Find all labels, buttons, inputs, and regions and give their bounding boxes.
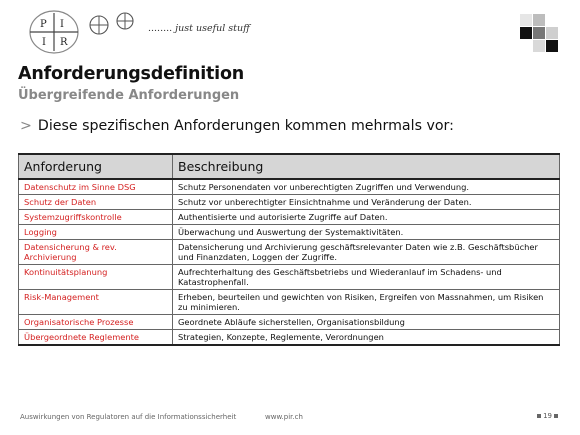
requirements-table (18, 153, 560, 346)
bullet-text: Diese spezifischen Anforderungen kommen mehrmals vor: (37, 118, 454, 134)
square-bullet-icon (554, 414, 558, 418)
table-row (19, 225, 560, 240)
description-cell: Aufrechterhaltung des Geschäftsbetriebs und Wiederanlauf im Schadens- und Katastrophenfall. (173, 265, 560, 290)
table-row (19, 290, 560, 315)
slide-title: Anforderungsdefinition (18, 64, 245, 84)
table-row (19, 195, 560, 210)
table-row (19, 210, 560, 225)
description-cell: Strategien, Konzepte, Reglemente, Verordnungen (173, 330, 560, 346)
description-cell: Erheben, beurteilen und gewichten von Risiken, Ergreifen von Massnahmen, um Risiken zu minimieren. (173, 290, 560, 315)
description-cell: Datensicherung und Archivierung geschäftsrelevanter Daten wie z.B. Geschäftsbücher und Finanzdaten, Loggen der Zugriffe. (173, 240, 560, 265)
requirement-cell: Schutz der Daten (19, 195, 173, 210)
requirement-cell: Organisatorische Prozesse (19, 315, 173, 330)
description-cell: Geordnete Abläufe sicherstellen, Organisationsbildung (173, 315, 560, 330)
table-row (19, 265, 560, 290)
page-number-text: 19 (543, 412, 552, 420)
logo-letter-p: P (40, 19, 47, 30)
requirement-cell: Logging (19, 225, 173, 240)
description-cell: Schutz vor unberechtigter Einsichtnahme und Veränderung der Daten. (173, 195, 560, 210)
header-description: Beschreibung (173, 154, 560, 179)
requirement-cell: Datensicherung & rev. Archivierung (19, 240, 173, 265)
logo-letter-i1: I (60, 19, 64, 30)
logo-letter-i2: I (42, 37, 46, 48)
requirement-cell: Risk-Management (19, 290, 173, 315)
table-header-row (19, 154, 560, 179)
corner-squares-decoration (520, 14, 560, 54)
header-requirement: Anforderung (19, 154, 173, 179)
table-row (19, 315, 560, 330)
tagline: ........ just useful stuff (148, 23, 250, 34)
description-cell: Überwachung und Auswertung der Systemaktivitäten. (173, 225, 560, 240)
bullet-arrow-icon: > (20, 118, 32, 134)
table-row (19, 330, 560, 346)
square-bullet-icon (537, 414, 541, 418)
logo-letter-r: R (60, 37, 68, 48)
requirement-cell: Datenschutz im Sinne DSG (19, 179, 173, 195)
bullet-line (20, 118, 454, 134)
description-cell: Authentisierte und autorisierte Zugriffe auf Daten. (173, 210, 560, 225)
footer-title: Auswirkungen von Regulatoren auf die Informationssicherheit (20, 413, 237, 421)
description-cell: Schutz Personendaten vor unberechtigten Zugriffen und Verwendung. (173, 179, 560, 195)
requirement-cell: Übergeordnete Reglemente (19, 330, 173, 346)
table-row (19, 240, 560, 265)
requirement-cell: Kontinuitätsplanung (19, 265, 173, 290)
page-number (535, 412, 560, 420)
slide-subtitle: Übergreifende Anforderungen (18, 88, 240, 103)
requirement-cell: Systemzugriffskontrolle (19, 210, 173, 225)
footer-url[interactable]: www.pir.ch (265, 413, 303, 421)
table-row (19, 179, 560, 195)
